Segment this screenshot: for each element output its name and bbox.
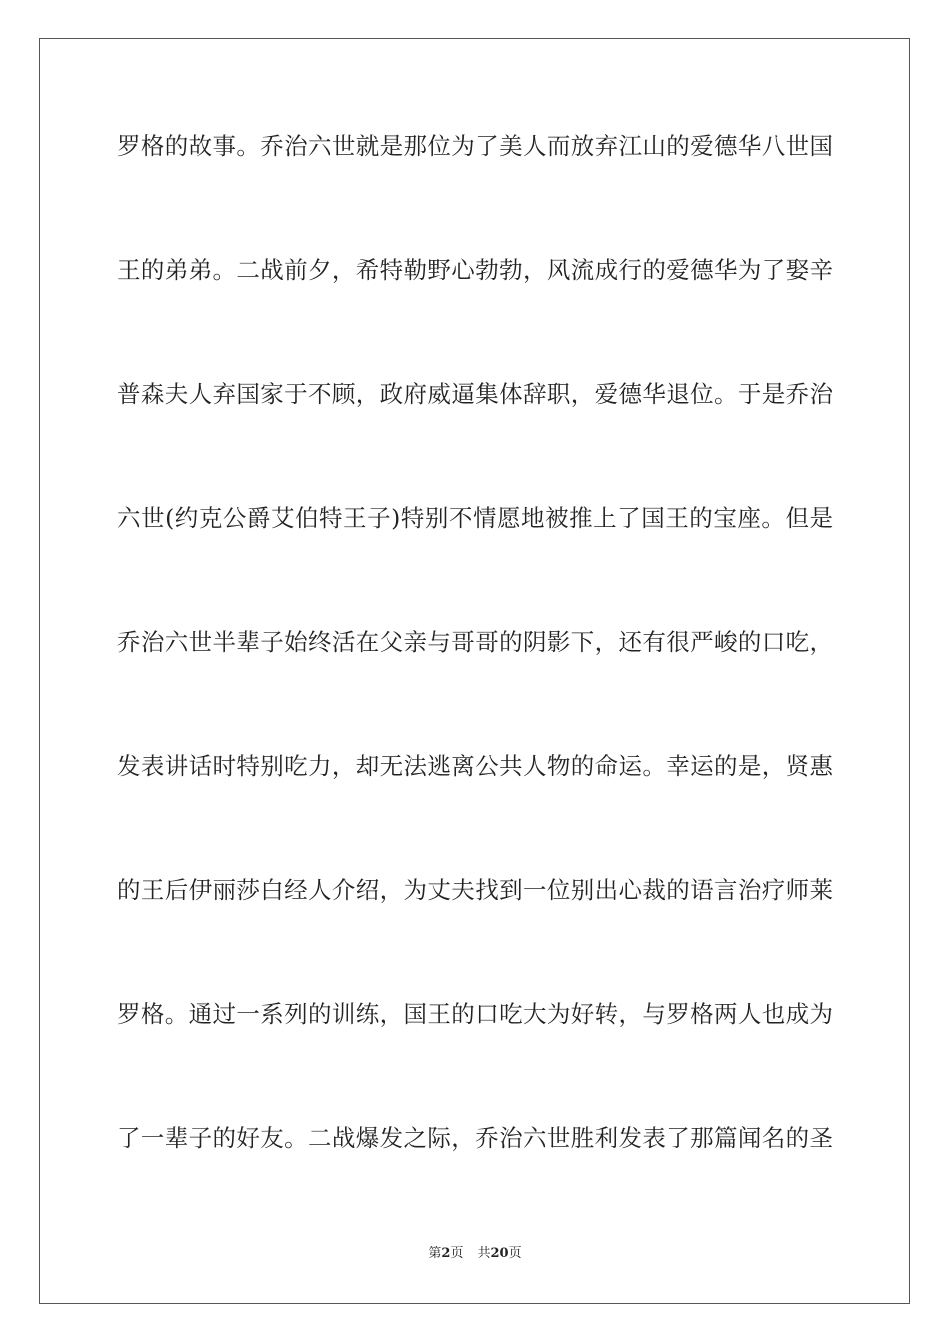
page-suffix: 页 <box>450 1246 464 1261</box>
text-line: 六世(约克公爵艾伯特王子)特别不情愿地被推上了国王的宝座。但是 <box>117 504 833 532</box>
text-line: 发表讲话时特别吃力，却无法逃离公共人物的命运。幸运的是，贤惠 <box>117 752 833 780</box>
page-prefix: 第 <box>428 1246 442 1261</box>
total-prefix: 共 <box>477 1246 491 1261</box>
text-line: 的王后伊丽莎白经人介绍，为丈夫找到一位别出心裁的语言治疗师莱 <box>117 876 833 904</box>
page-border <box>39 38 910 1304</box>
page-total: 20 <box>490 1246 509 1261</box>
text-line: 普森夫人弃国家于不顾，政府威逼集体辞职，爱德华退位。于是乔治 <box>117 380 833 408</box>
page-number: 2 <box>441 1246 451 1261</box>
page-footer <box>0 1245 950 1263</box>
total-suffix: 页 <box>508 1246 522 1261</box>
text-line: 乔治六世半辈子始终活在父亲与哥哥的阴影下，还有很严峻的口吃， <box>117 628 833 656</box>
text-line: 王的弟弟。二战前夕，希特勒野心勃勃，风流成行的爱德华为了娶辛 <box>117 256 833 284</box>
text-line: 了一辈子的好友。二战爆发之际，乔治六世胜利发表了那篇闻名的圣 <box>117 1124 833 1152</box>
text-line: 罗格。通过一系列的训练，国王的口吃大为好转，与罗格两人也成为 <box>117 1000 833 1028</box>
text-line: 罗格的故事。乔治六世就是那位为了美人而放弃江山的爱德华八世国 <box>117 132 833 160</box>
